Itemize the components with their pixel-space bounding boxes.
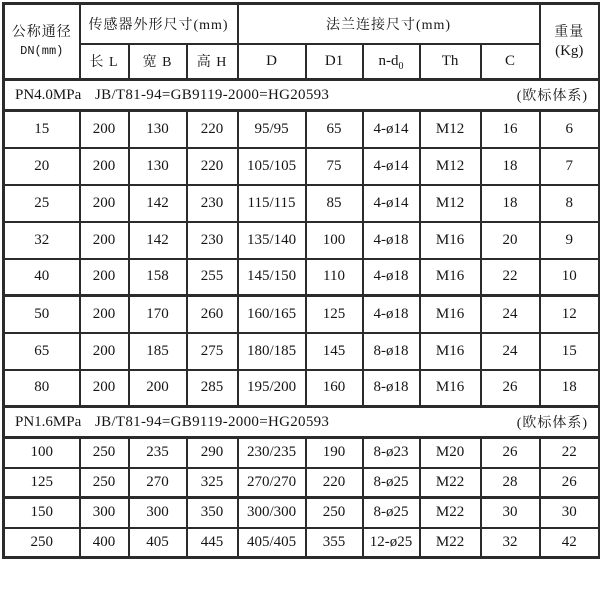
table-row	[4, 370, 600, 407]
cell-length: 400	[80, 528, 129, 558]
cell-c: 30	[481, 498, 540, 528]
cell-length: 250	[80, 468, 129, 498]
cell-c: 26	[481, 370, 540, 407]
cell-nd0: 8-ø18	[363, 370, 420, 407]
cell-th: M16	[420, 370, 481, 407]
cell-d1: 125	[306, 296, 363, 333]
cell-nd0: 4-ø18	[363, 259, 420, 296]
header-length: 长 L	[80, 44, 129, 80]
table-row	[4, 333, 600, 370]
pressure-section-row	[4, 80, 600, 111]
cell-weight: 30	[540, 498, 600, 528]
cell-weight: 6	[540, 111, 600, 148]
pressure-label: PN4.0MPa	[15, 86, 82, 103]
cell-height: 445	[187, 528, 238, 558]
cell-c: 20	[481, 222, 540, 259]
cell-c: 28	[481, 468, 540, 498]
cell-height: 220	[187, 148, 238, 185]
header-dn-line1: 公称通径	[11, 24, 72, 40]
pressure-section-cell	[4, 80, 600, 111]
cell-weight: 10	[540, 259, 600, 296]
cell-width: 142	[129, 222, 187, 259]
pressure-label: PN1.6MPa	[15, 413, 82, 430]
cell-height: 255	[187, 259, 238, 296]
cell-th: M16	[420, 296, 481, 333]
header-row-columns	[4, 44, 600, 80]
cell-dn: 25	[4, 185, 80, 222]
cell-weight: 42	[540, 528, 600, 558]
cell-d: 95/95	[238, 111, 306, 148]
cell-width: 235	[129, 438, 187, 468]
header-weight	[540, 4, 600, 80]
cell-dn: 32	[4, 222, 80, 259]
cell-weight: 7	[540, 148, 600, 185]
cell-height: 260	[187, 296, 238, 333]
cell-height: 285	[187, 370, 238, 407]
cell-length: 200	[80, 333, 129, 370]
header-nd0	[363, 44, 420, 80]
cell-width: 185	[129, 333, 187, 370]
cell-d1: 145	[306, 333, 363, 370]
header-th: Th	[420, 44, 481, 80]
cell-height: 350	[187, 498, 238, 528]
cell-weight: 18	[540, 370, 600, 407]
cell-th: M16	[420, 333, 481, 370]
cell-length: 200	[80, 148, 129, 185]
cell-length: 200	[80, 185, 129, 222]
table-row	[4, 222, 600, 259]
table-row	[4, 259, 600, 296]
standard-label: JB/T81-94=GB9119-2000=HG20593	[95, 413, 330, 430]
cell-width: 200	[129, 370, 187, 407]
cell-d1: 355	[306, 528, 363, 558]
table-row	[4, 468, 600, 498]
cell-nd0: 8-ø23	[363, 438, 420, 468]
header-dn	[4, 4, 80, 80]
table-row	[4, 498, 600, 528]
cell-height: 230	[187, 222, 238, 259]
cell-d: 300/300	[238, 498, 306, 528]
cell-d1: 100	[306, 222, 363, 259]
header-height: 高 H	[187, 44, 238, 80]
cell-d1: 85	[306, 185, 363, 222]
cell-dn: 40	[4, 259, 80, 296]
cell-dn: 20	[4, 148, 80, 185]
cell-d: 105/105	[238, 148, 306, 185]
cell-dn: 65	[4, 333, 80, 370]
cell-width: 130	[129, 111, 187, 148]
cell-th: M20	[420, 438, 481, 468]
pressure-section-content	[5, 412, 598, 432]
cell-d1: 190	[306, 438, 363, 468]
cell-height: 230	[187, 185, 238, 222]
cell-d: 180/185	[238, 333, 306, 370]
cell-length: 200	[80, 111, 129, 148]
cell-nd0: 8-ø25	[363, 468, 420, 498]
cell-dn: 80	[4, 370, 80, 407]
cell-width: 405	[129, 528, 187, 558]
cell-th: M16	[420, 222, 481, 259]
cell-d1: 75	[306, 148, 363, 185]
table-row	[4, 296, 600, 333]
cell-width: 170	[129, 296, 187, 333]
cell-d: 135/140	[238, 222, 306, 259]
table-row	[4, 148, 600, 185]
header-d1: D1	[306, 44, 363, 80]
cell-th: M22	[420, 468, 481, 498]
cell-width: 142	[129, 185, 187, 222]
cell-th: M12	[420, 185, 481, 222]
header-nd0-base: n-d	[378, 52, 399, 69]
cell-nd0: 8-ø25	[363, 498, 420, 528]
header-weight-line2: (Kg)	[555, 42, 584, 59]
cell-d1: 110	[306, 259, 363, 296]
cell-height: 275	[187, 333, 238, 370]
cell-th: M12	[420, 111, 481, 148]
cell-dn: 150	[4, 498, 80, 528]
section-PN4.0MPa	[4, 80, 600, 407]
cell-th: M16	[420, 259, 481, 296]
cell-d1: 160	[306, 370, 363, 407]
cell-length: 200	[80, 296, 129, 333]
cell-d: 145/150	[238, 259, 306, 296]
spec-table	[2, 2, 600, 559]
cell-weight: 15	[540, 333, 600, 370]
header-row-groups	[4, 4, 600, 44]
table-row	[4, 185, 600, 222]
pressure-section-content	[5, 85, 598, 105]
header-nd0-subscript: 0	[398, 60, 404, 72]
cell-d1: 250	[306, 498, 363, 528]
pressure-section-cell	[4, 407, 600, 438]
header-width: 宽 B	[129, 44, 187, 80]
header-sensor-dimensions: 传感器外形尺寸(mm)	[80, 4, 238, 44]
cell-length: 200	[80, 259, 129, 296]
cell-nd0: 8-ø18	[363, 333, 420, 370]
cell-weight: 8	[540, 185, 600, 222]
cell-length: 200	[80, 222, 129, 259]
cell-height: 325	[187, 468, 238, 498]
cell-d: 405/405	[238, 528, 306, 558]
cell-d: 195/200	[238, 370, 306, 407]
cell-width: 300	[129, 498, 187, 528]
cell-c: 16	[481, 111, 540, 148]
cell-weight: 12	[540, 296, 600, 333]
cell-dn: 125	[4, 468, 80, 498]
cell-c: 24	[481, 296, 540, 333]
cell-d1: 220	[306, 468, 363, 498]
cell-nd0: 4-ø14	[363, 185, 420, 222]
table-row	[4, 438, 600, 468]
cell-length: 200	[80, 370, 129, 407]
cell-nd0: 4-ø14	[363, 111, 420, 148]
cell-d: 115/115	[238, 185, 306, 222]
header-weight-line1: 重量	[554, 24, 585, 40]
standard-label: JB/T81-94=GB9119-2000=HG20593	[95, 86, 330, 103]
cell-nd0: 4-ø14	[363, 148, 420, 185]
pressure-section-row	[4, 407, 600, 438]
cell-length: 250	[80, 438, 129, 468]
cell-th: M22	[420, 498, 481, 528]
cell-c: 22	[481, 259, 540, 296]
header-flange-dimensions: 法兰连接尺寸(mm)	[238, 4, 540, 44]
cell-nd0: 4-ø18	[363, 222, 420, 259]
cell-dn: 250	[4, 528, 80, 558]
cell-length: 300	[80, 498, 129, 528]
section-PN1.6MPa	[4, 407, 600, 558]
note-label: (欧标体系)	[516, 89, 589, 104]
cell-dn: 50	[4, 296, 80, 333]
cell-nd0: 4-ø18	[363, 296, 420, 333]
cell-th: M12	[420, 148, 481, 185]
cell-c: 32	[481, 528, 540, 558]
cell-weight: 22	[540, 438, 600, 468]
cell-d1: 65	[306, 111, 363, 148]
cell-d: 270/270	[238, 468, 306, 498]
cell-d: 230/235	[238, 438, 306, 468]
cell-dn: 100	[4, 438, 80, 468]
cell-nd0: 12-ø25	[363, 528, 420, 558]
cell-th: M22	[420, 528, 481, 558]
header-dn-line2: DN(mm)	[20, 43, 64, 58]
note-label: (欧标体系)	[516, 416, 589, 431]
cell-height: 290	[187, 438, 238, 468]
cell-c: 18	[481, 148, 540, 185]
cell-c: 18	[481, 185, 540, 222]
cell-weight: 9	[540, 222, 600, 259]
cell-height: 220	[187, 111, 238, 148]
cell-c: 26	[481, 438, 540, 468]
header-c: C	[481, 44, 540, 80]
cell-d: 160/165	[238, 296, 306, 333]
cell-weight: 26	[540, 468, 600, 498]
header-d: D	[238, 44, 306, 80]
cell-width: 158	[129, 259, 187, 296]
table-row	[4, 111, 600, 148]
cell-width: 130	[129, 148, 187, 185]
cell-dn: 15	[4, 111, 80, 148]
cell-c: 24	[481, 333, 540, 370]
cell-width: 270	[129, 468, 187, 498]
table-row	[4, 528, 600, 558]
